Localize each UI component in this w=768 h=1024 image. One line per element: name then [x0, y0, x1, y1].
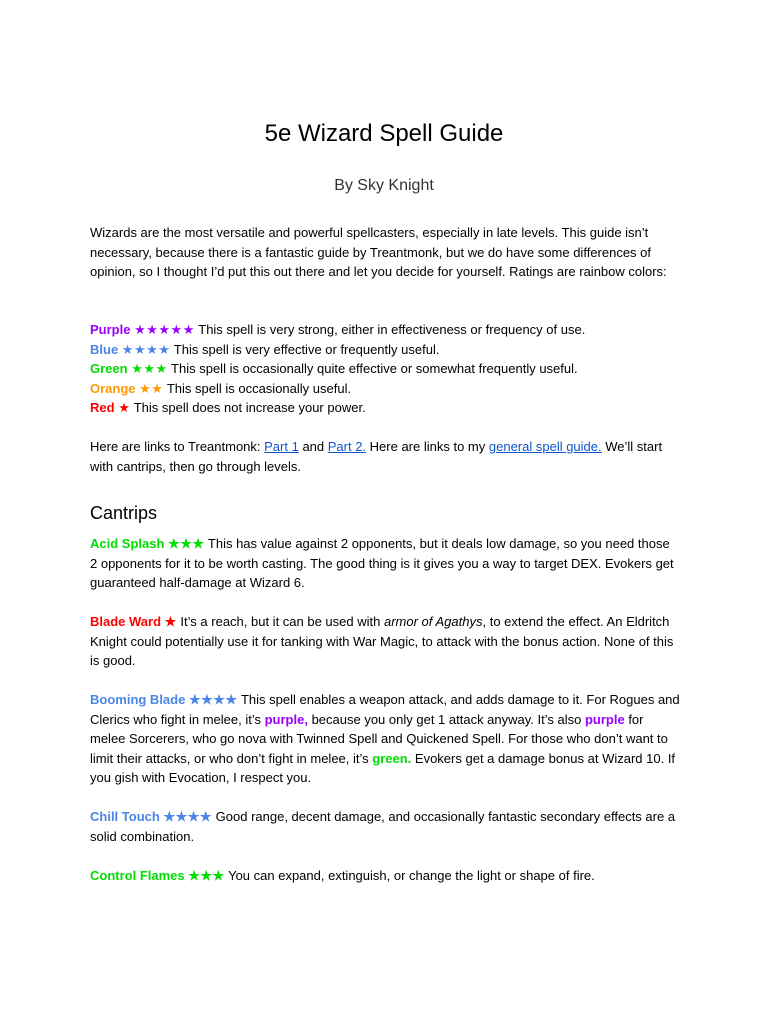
star-icon: ★★★★: [121, 341, 171, 357]
ratings-legend: [90, 320, 680, 418]
star-icon: ★: [118, 400, 131, 415]
spell-name: Booming Blade: [90, 692, 186, 707]
star-icon: ★: [164, 614, 177, 629]
spell-description: , to extend the effect. An Eldritch Knight could potentially use it for tanking with War Magic, to attack with the bonus action. None of this is good.: [90, 614, 674, 668]
rating-label: Purple: [90, 322, 131, 337]
rating-purple: [90, 320, 680, 340]
cantrip-entries: [90, 534, 680, 905]
document-byline: By Sky Knight: [334, 177, 434, 194]
spell-entry-chill-touch: [90, 807, 680, 846]
intro-paragraph: Wizards are the most versatile and powerful spellcasters, especially in late levels. This guide isn’t necessary, because there is a fantastic guide by Treantmonk, but we do have some differences of opinion, so I thought I’d put this out there and let you decide for yourself. Ratings are rainbow colors:: [90, 225, 667, 279]
spell-entry-acid-splash: [90, 534, 680, 593]
rating-description: This spell is very strong, either in effectiveness or frequency of use.: [194, 322, 586, 337]
star-icon: ★★: [139, 380, 164, 396]
spell-name: Control Flames: [90, 867, 185, 883]
rating-label: Green: [90, 361, 128, 376]
spell-reference: armor of Agathys: [383, 614, 483, 629]
general-spell-guide-link[interactable]: general spell guide.: [488, 439, 602, 454]
spell-description: This spell enables a weapon attack, and adds damage to it. For Rogues and Clerics who fight in melee, it’s: [90, 692, 680, 727]
star-icon: ★★★: [168, 536, 205, 551]
spell-entry-control-flames: [90, 866, 680, 886]
links-text: and: [298, 439, 328, 454]
rating-description: This spell is occasionally quite effective or somewhat frequently useful.: [167, 361, 578, 376]
treantmonk-part2-link[interactable]: Part 2.: [327, 439, 367, 454]
rating-word-green: green.: [372, 750, 412, 766]
links-text: Here are links to my: [366, 439, 489, 454]
star-icon: ★★★★: [188, 692, 238, 707]
rating-green: [90, 359, 680, 379]
rating-description: This spell does not increase your power.: [130, 400, 366, 415]
rating-blue: [90, 340, 680, 360]
spell-entry-booming-blade: [90, 690, 680, 788]
spell-description: It’s a reach, but it can be used with: [176, 614, 384, 629]
spell-entry-blade-ward: [90, 612, 680, 671]
rating-label: Red: [90, 400, 115, 415]
rating-word-purple: purple: [584, 711, 625, 727]
links-paragraph: [90, 437, 680, 476]
rating-label: Orange: [90, 380, 136, 396]
star-icon: ★★★★: [163, 809, 213, 824]
star-icon: ★★★: [188, 867, 225, 883]
spell-description: for melee Sorcerers, who go nova with Twinned Spell and Quickened Spell. For those who don’t want to limit their attacks, or who don’t fight in melee, it’s: [90, 711, 668, 766]
spell-description: You can expand, extinguish, or change the light or shape of fire.: [224, 867, 595, 883]
links-text: Here are links to Treantmonk:: [90, 439, 265, 454]
spell-description: Good range, decent damage, and occasionally fantastic secondary effects are a solid combination.: [90, 809, 676, 844]
spell-name: Blade Ward: [90, 614, 162, 629]
cantrips-heading: Cantrips: [90, 503, 158, 523]
spell-description: This has value against 2 opponents, but it deals low damage, so you need those 2 opponents for it to be worth casting. The good thing is it gives you a way to target DEX. Evokers get guaranteed half-damage at Wizard 6.: [90, 536, 674, 590]
spell-name: Chill Touch: [90, 809, 160, 824]
rating-word-purple: purple,: [264, 711, 308, 727]
spell-description: Evokers get a damage bonus at Wizard 10. If you gish with Evocation, I respect you.: [90, 750, 676, 785]
rating-red: [90, 398, 680, 418]
rating-description: This spell is very effective or frequently useful.: [170, 341, 440, 357]
treantmonk-part1-link[interactable]: Part 1: [264, 439, 299, 454]
star-icon: ★★★: [131, 361, 168, 376]
rating-orange: [90, 379, 680, 399]
rating-label: Blue: [90, 341, 119, 357]
spell-description: because you only get 1 attack anyway. It’s also: [307, 711, 585, 727]
document-title: 5e Wizard Spell Guide: [264, 120, 504, 147]
rating-description: This spell is occasionally useful.: [163, 380, 352, 396]
star-icon: ★★★★★: [134, 322, 195, 337]
links-text: We’ll start with cantrips, then go through levels.: [90, 439, 663, 474]
spell-name: Acid Splash: [90, 536, 165, 551]
